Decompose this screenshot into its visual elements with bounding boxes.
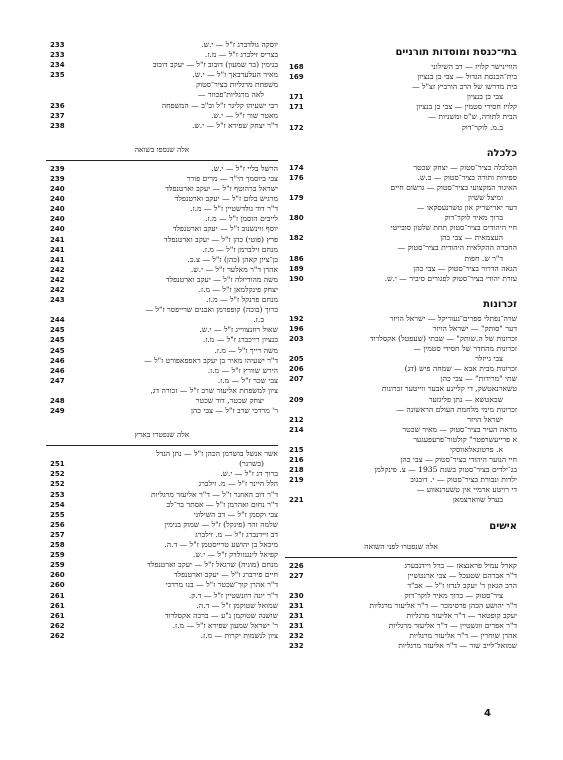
entry-page-number: 230 bbox=[289, 591, 304, 600]
index-entry bbox=[285, 243, 517, 253]
entry-title: ב.ז. bbox=[253, 315, 264, 325]
index-entry bbox=[46, 184, 278, 194]
entry-title: ד"ר דוב האוזנר ז"ל — ד"ר אליעזר מרגליות bbox=[151, 489, 278, 499]
entry-page-number: 253 bbox=[50, 490, 65, 499]
entry-page-number: 174 bbox=[289, 163, 304, 172]
index-entry bbox=[46, 111, 278, 121]
entry-page-number: 261 bbox=[50, 611, 65, 620]
entry-page-number: 251 bbox=[50, 460, 65, 469]
entry-title: דער יארישריק און טשרנעסקאו — bbox=[416, 203, 517, 213]
index-entry bbox=[46, 214, 278, 224]
index-entry bbox=[46, 80, 278, 90]
entry-title: זכרונות של ה.שותק" — שבתי (שעפטל) אקסלרוד bbox=[369, 333, 517, 343]
entry-title: אהרן שוחרין — ד"ר אליעזר מרגליות bbox=[409, 631, 517, 641]
entry-page-number: 252 bbox=[50, 480, 65, 489]
entry-page-number: 244 bbox=[50, 316, 65, 325]
divider bbox=[285, 557, 517, 558]
index-entry bbox=[285, 455, 517, 465]
entry-title: האיגוד המקצועי בציר־סטוק — גרשום חיים bbox=[390, 182, 517, 192]
index-entry bbox=[46, 40, 278, 50]
entry-title: אהרן ד"ר מאלער ז"ל — י.ש. bbox=[190, 264, 278, 274]
entry-title: יוסף ווינשנוב ז"ל — יעקב וארטנפלד bbox=[172, 224, 278, 234]
entry-title: ד"ר נחום ואהרמן ז"ל — אסתר בר־לב bbox=[166, 499, 278, 509]
entry-title: ד"ר דוד גולדשטיין ז"ל — מ.ז. bbox=[190, 204, 278, 214]
entry-page-number: 257 bbox=[50, 530, 65, 539]
entry-title: מראה העיר בציר־סטוק — מאיר שכטר bbox=[402, 424, 517, 434]
entry-title: זכרונות מבית אבא — שמחה פיש (דג) bbox=[404, 364, 517, 374]
entry-title: החברה ההקלאית היהודית בציר־סטוק — bbox=[397, 243, 517, 253]
index-entry bbox=[46, 530, 278, 540]
divider bbox=[46, 445, 278, 446]
index-entry bbox=[46, 621, 278, 631]
entry-page-number: 254 bbox=[50, 500, 65, 509]
index-entry bbox=[46, 194, 278, 204]
entry-page-number: 189 bbox=[289, 264, 304, 273]
entry-page-number: 168 bbox=[289, 63, 304, 71]
entry-title: משה רייך ז"ל — מ.ז. bbox=[214, 345, 278, 355]
entry-title: בנימין (בר שמעון) דובוב ז"ל — יעקב דובוב bbox=[152, 60, 278, 70]
index-entry bbox=[46, 611, 278, 621]
index-entry bbox=[46, 70, 278, 80]
index-entry bbox=[285, 213, 517, 223]
entry-title: ב.מ. לוקר־דוק bbox=[461, 122, 503, 132]
entry-title: (בשרנר) bbox=[239, 459, 264, 469]
index-entry bbox=[285, 254, 517, 264]
entry-title: שושנה שטוקמן נ"ע — ברכה אקסלרוד bbox=[164, 610, 278, 620]
entry-page-number: 246 bbox=[50, 366, 65, 375]
entry-title: לייבים הוסמן ז"ל — מ.ז. bbox=[205, 214, 278, 224]
entry-title: שכאטשא — נתן פליגזער bbox=[428, 394, 503, 404]
entry-page-number: 218 bbox=[289, 466, 304, 475]
index-entry bbox=[285, 82, 517, 92]
entry-page-number: 260 bbox=[50, 571, 65, 580]
entry-title: ד"ר ישעיהו מאיר בן יעקב ראפפאפורט ז"ל — bbox=[144, 355, 278, 365]
index-entry bbox=[46, 315, 278, 325]
index-entry bbox=[285, 425, 517, 435]
entry-title: מנחם (מוניה) שרגאל ז"ל — יעקב וארטנפלד bbox=[147, 560, 278, 570]
entry-title: חיי היהודים בציר־סטוק תחת שלטון סובייטי bbox=[390, 223, 517, 233]
entry-title: מנחם פרנקל ז"ל — מ.ז. bbox=[206, 295, 278, 305]
index-entry bbox=[285, 203, 517, 213]
index-entry bbox=[46, 631, 278, 641]
index-entry bbox=[285, 611, 517, 621]
entry-title: בית מדרשו של הרב הורביץ זצ"ל — bbox=[411, 82, 517, 92]
entry-title: ברוך (בוכה) קופפרמן ואבנים שרייפסר ז"ל — bbox=[145, 305, 278, 315]
entry-page-number: 236 bbox=[50, 101, 65, 110]
index-entry bbox=[46, 265, 278, 275]
entry-title: ישראל ברהוטף ז"ל — יעקב וארטנפלד bbox=[165, 184, 278, 194]
index-entry bbox=[46, 255, 278, 265]
index-entry bbox=[46, 325, 278, 335]
entry-page-number: 231 bbox=[289, 622, 304, 631]
index-entry bbox=[285, 384, 517, 394]
index-entry bbox=[46, 580, 278, 590]
index-entry bbox=[46, 60, 278, 70]
entry-page-number: 171 bbox=[289, 103, 304, 112]
entry-title: לאה מרגליות־פכוזר — bbox=[197, 90, 264, 100]
entry-title: מיכאל בן יהושע טרייסטמן ז"ל — ד.ה. bbox=[164, 540, 278, 550]
entry-page-number: 240 bbox=[50, 225, 65, 234]
entry-title: הירש שוורץ ז"ל — מ.ז. bbox=[207, 365, 278, 375]
index-entry bbox=[285, 62, 517, 72]
entry-page-number: 259 bbox=[50, 561, 65, 570]
entry-page-number: 171 bbox=[289, 93, 304, 102]
entry-page-number: 233 bbox=[50, 41, 65, 49]
entry-title: ד"ר ש. חפות bbox=[464, 253, 503, 263]
entry-title: בערל שווארצמאן bbox=[452, 495, 503, 505]
index-entry bbox=[285, 233, 517, 243]
index-entry bbox=[46, 591, 278, 601]
index-entry bbox=[285, 561, 517, 571]
index-entry bbox=[285, 495, 517, 505]
section-title: זכרונות bbox=[483, 298, 517, 310]
entry-title: ציון לנשמות יקרות — מ.ז. bbox=[200, 630, 278, 640]
index-entry bbox=[46, 346, 278, 356]
index-entry bbox=[46, 235, 278, 245]
entry-title: א פרייעשרפטר" קולטור־פרעפעגער bbox=[413, 434, 517, 444]
entry-title: פרץ (פוטי) כהן ז"ל — יעקב וארטנפלד bbox=[164, 234, 278, 244]
entry-page-number: 227 bbox=[289, 571, 304, 580]
entry-page-number: 240 bbox=[50, 215, 65, 224]
entry-page-number: 176 bbox=[289, 173, 304, 182]
index-entry bbox=[285, 344, 517, 354]
entry-page-number: 240 bbox=[50, 205, 65, 214]
entry-title: יצחק שכטר, דוד שכטר bbox=[195, 396, 264, 405]
entry-title: מאיר העלערבאך ז"ל — י.ש. bbox=[192, 70, 278, 80]
section-title: בתי־כנסת ומוסדות תורניים bbox=[395, 47, 517, 58]
index-entry bbox=[46, 510, 278, 520]
index-entry bbox=[46, 601, 278, 611]
entry-page-number: 240 bbox=[50, 195, 65, 204]
index-entry bbox=[285, 112, 517, 122]
entry-title: משפחת מרגליות בציר־סטוק bbox=[196, 80, 278, 90]
index-entry bbox=[285, 621, 517, 631]
index-entry bbox=[285, 223, 517, 233]
entry-title: הבית לתורה, ש"ס ומשניות — bbox=[428, 112, 517, 122]
index-entry bbox=[285, 364, 517, 374]
index-entry bbox=[285, 72, 517, 82]
entry-title: העצמאית — צבי כהן bbox=[440, 233, 503, 243]
left-column bbox=[46, 40, 278, 641]
index-entry bbox=[285, 334, 517, 344]
entry-page-number: 247 bbox=[50, 376, 65, 385]
entry-title: ברוך מאיר לוקר־דוק bbox=[444, 213, 503, 223]
index-entry bbox=[285, 445, 517, 455]
entry-page-number: 231 bbox=[289, 601, 304, 610]
index-entry bbox=[46, 396, 278, 406]
index-entry bbox=[285, 314, 517, 324]
entry-page-number: 241 bbox=[50, 245, 65, 254]
index-entry bbox=[285, 571, 517, 581]
index-entry bbox=[285, 581, 517, 591]
index-entry bbox=[46, 479, 278, 489]
entry-title: די רויטע ארמיי אין טשערנאווע — bbox=[416, 485, 517, 495]
entry-title: בג־ילדים בציר־סטוק בשנת 1935 — צ. פינקלמן bbox=[374, 465, 517, 475]
index-entry bbox=[285, 435, 517, 445]
entry-title: מאטר שור ז"ל — י.ש. bbox=[210, 110, 278, 120]
group-subtitle: אלה שנפטרו בארץ bbox=[134, 430, 190, 440]
index-entry bbox=[46, 245, 278, 255]
entry-title: ציון למשפחת אליעזר שרב ז"ל — זכורה דג, bbox=[150, 385, 278, 395]
entry-page-number: 255 bbox=[50, 510, 65, 519]
index-entry bbox=[46, 224, 278, 234]
index-entry bbox=[285, 641, 517, 651]
entry-page-number: 221 bbox=[289, 496, 304, 505]
entry-title: ומיצל ששיון bbox=[467, 192, 503, 202]
entry-page-number: 240 bbox=[50, 185, 65, 194]
index-entry bbox=[46, 449, 278, 459]
entry-page-number: 172 bbox=[289, 123, 304, 132]
index-entry bbox=[285, 102, 517, 112]
index-entry bbox=[285, 601, 517, 611]
entry-page-number: 219 bbox=[289, 476, 304, 485]
entry-page-number: 260 bbox=[50, 581, 65, 590]
index-entry bbox=[46, 406, 278, 416]
entry-title: דער "סותק" — ישראל הויזר bbox=[432, 323, 517, 333]
entry-title: יצחק פינקלמאן ז"ל — מ.ז. bbox=[198, 284, 278, 294]
entry-page-number: 215 bbox=[289, 446, 304, 454]
entry-page-number: 261 bbox=[50, 601, 65, 610]
entry-title: עזרת יהודי בציר־סטוק לפגורים סיביר — י.ש. bbox=[384, 273, 517, 283]
entry-title: שלמה זהר (פינקל) ז"ל — שמוק בנימין bbox=[164, 519, 278, 529]
entry-page-number: 179 bbox=[289, 193, 304, 202]
entry-title: צבי גייזלר bbox=[475, 354, 503, 364]
index-entry bbox=[285, 193, 517, 203]
entry-page-number: 232 bbox=[289, 632, 304, 641]
entry-page-number: 242 bbox=[50, 285, 65, 294]
index-entry bbox=[285, 485, 517, 495]
section-title: אישים bbox=[489, 520, 517, 532]
index-entry bbox=[46, 285, 278, 295]
index-entry bbox=[285, 405, 517, 415]
entry-title: בן־ציון קאהן (כהן) ז"ל — צ.כ. bbox=[187, 254, 278, 264]
index-entry bbox=[46, 356, 278, 366]
index-entry bbox=[285, 395, 517, 405]
entry-title: ד"ר יונה רוזנשטיין ז"ל — ד.ק. bbox=[188, 590, 278, 600]
entry-title: צבי שכר ז"ל — מ.ז. bbox=[217, 375, 278, 385]
section-subtitle: אלה שנפטרו לפני השואה bbox=[364, 541, 438, 551]
index-entry bbox=[285, 163, 517, 173]
entry-page-number: 241 bbox=[50, 255, 65, 264]
index-entry bbox=[285, 274, 517, 284]
entry-page-number: 196 bbox=[289, 324, 304, 333]
entry-page-number: 258 bbox=[50, 541, 65, 550]
index-entry bbox=[46, 560, 278, 570]
index-entry bbox=[285, 324, 517, 334]
entry-title: הוויינישר קלויז — דב השילוני bbox=[431, 62, 517, 71]
entry-title: ר' ישראל שמעון שפירא ז"ל — מ.ז. bbox=[172, 620, 278, 630]
index-entry bbox=[46, 490, 278, 500]
index-entry bbox=[46, 204, 278, 214]
entry-title: שמואל שטוקמן ז"ל — ד.ה. bbox=[196, 600, 278, 610]
entry-title: טשארנאטשק, די קליינע אבער ווייטער זכרונות bbox=[381, 384, 517, 394]
entry-title: ישראל הויזר bbox=[467, 414, 503, 424]
entry-page-number: 212 bbox=[289, 415, 304, 424]
index-entry bbox=[285, 415, 517, 425]
entry-page-number: 256 bbox=[50, 520, 65, 529]
entry-title: זכרונות מימי מלחמת העולם הראשונה — bbox=[396, 404, 517, 414]
entry-page-number: 206 bbox=[289, 365, 304, 374]
index-entry bbox=[285, 183, 517, 193]
index-entry bbox=[46, 305, 278, 315]
entry-title: חיים פירברג ז"ל — יעקב וארטנפלד bbox=[173, 570, 278, 580]
index-entry bbox=[285, 354, 517, 364]
entry-title: אשר אנשל בושרמן הכהן ז"ל — נתן הנדל bbox=[156, 449, 278, 459]
index-entry bbox=[46, 275, 278, 285]
entry-title: הגאה הדרור בציר־סטוק — צבי כהן bbox=[413, 263, 517, 273]
index-entry bbox=[46, 376, 278, 386]
entry-page-number: 234 bbox=[50, 61, 65, 70]
entry-title: שמואל־לייב שור — ד"ר אליעזר מרגליות bbox=[398, 641, 517, 651]
entry-page-number: 259 bbox=[50, 551, 65, 560]
entry-page-number: 232 bbox=[289, 642, 304, 651]
entry-title: ילדות ונבורת בציר־סטוק — י. דובנוב bbox=[410, 475, 517, 485]
index-entry bbox=[285, 465, 517, 475]
index-entry bbox=[46, 90, 278, 100]
entry-title: הרשל בליי ז"ל — י.ש. bbox=[211, 163, 278, 173]
entry-title: דב זיידנברג ז"ל — מ. זילברג bbox=[195, 529, 278, 539]
entry-page-number: 242 bbox=[50, 275, 65, 284]
entry-page-number: 238 bbox=[50, 121, 65, 130]
entry-title: שרה־נפתלי ספרים־נעוריקל — ישראל הויזר bbox=[389, 313, 517, 323]
entry-page-number: 182 bbox=[289, 234, 304, 243]
entry-page-number: 243 bbox=[50, 296, 65, 305]
entry-title: קלויז חסידי סטמין — צבי בן בנציון bbox=[416, 102, 517, 112]
index-entry bbox=[46, 366, 278, 376]
right-column bbox=[285, 40, 517, 651]
entry-title: חיי הנוער היהודי בציר־סטוק — צבי כהן bbox=[400, 455, 517, 465]
entry-page-number: 245 bbox=[50, 336, 65, 345]
divider bbox=[46, 160, 278, 161]
index-entry bbox=[46, 520, 278, 530]
entry-page-number: 231 bbox=[289, 612, 304, 621]
index-entry bbox=[46, 540, 278, 550]
index-entry bbox=[46, 469, 278, 479]
entry-title: ד"ר אברהם שטעכל — צבי ארנטשיין bbox=[407, 570, 517, 580]
entry-page-number: 207 bbox=[289, 375, 304, 384]
index-entry bbox=[46, 50, 278, 60]
entry-title: שאול רוזנצווייג ז"ל — י.ש. bbox=[199, 325, 278, 335]
entry-page-number: 241 bbox=[50, 235, 65, 244]
index-entry bbox=[285, 123, 517, 133]
entry-title: קארל עמיל פראנצאז — ברל ויידנבערג bbox=[404, 560, 517, 570]
entry-page-number: 226 bbox=[289, 561, 304, 570]
entry-title: ר' מרדכי שרב ז"ל — צבי כהן bbox=[190, 406, 278, 416]
entry-page-number: 190 bbox=[289, 274, 304, 283]
entry-title: צבי בן בנציון bbox=[466, 92, 503, 102]
group-subtitle: אלה שנספו בשואה bbox=[134, 144, 190, 154]
entry-title: בצריס זילברג ז"ל — מ.ז. bbox=[204, 50, 278, 60]
entry-page-number: 203 bbox=[289, 334, 304, 343]
entry-page-number: 209 bbox=[289, 395, 304, 404]
index-entry bbox=[46, 386, 278, 396]
entry-title: מנחם זילברמן ז"ל — מ.ז. bbox=[202, 244, 278, 254]
entry-title: רבי ישעיהו קליגר ז"ל וב"ב — המשפחה bbox=[161, 100, 278, 110]
entry-page-number: 235 bbox=[50, 71, 65, 80]
index-entry bbox=[285, 92, 517, 102]
entry-title: ד"ר יהושע הכהן פרסימכר — ד"ר אליעזר מרגליות bbox=[369, 600, 517, 610]
entry-page-number: 192 bbox=[289, 314, 304, 323]
entry-page-number: 246 bbox=[50, 356, 65, 365]
entry-title: קפיאל לינגנזולדק ז"ל — י.ש. bbox=[192, 550, 278, 560]
entry-title: ד"ר אהרן קוך־שכטר ז"ל — בנו מרדכי bbox=[165, 580, 278, 590]
index-entry bbox=[46, 101, 278, 111]
entry-title: ברוך דג ז"ל — י.ש. bbox=[220, 469, 278, 479]
entry-page-number: 216 bbox=[289, 456, 304, 465]
entry-title: זכרונות מהחדר של חסידי סטמין — bbox=[413, 344, 517, 354]
index-entry bbox=[46, 164, 278, 174]
entry-page-number: 169 bbox=[289, 73, 304, 82]
entry-page-number: 239 bbox=[50, 164, 65, 173]
entry-page-number: 233 bbox=[50, 51, 65, 60]
section-title: כלכלה bbox=[486, 147, 517, 159]
entry-title: הלל היינר ז"ל — מ. זילברג bbox=[198, 479, 278, 489]
entry-title: א. פרטוגאלאווסקי bbox=[449, 445, 503, 454]
index-entry bbox=[285, 173, 517, 183]
index-entry bbox=[285, 591, 517, 601]
entry-page-number: 205 bbox=[289, 355, 304, 364]
entry-title: ד"ר אפרים ווגשטיין — ד"ר אליעזר מרגליות bbox=[388, 621, 517, 631]
entry-title: שתי "מרידות" — צבי כהן bbox=[440, 374, 517, 384]
entry-title: צבי ביוסמך הי"ד — מרים פורר bbox=[186, 173, 278, 183]
index-entry bbox=[46, 500, 278, 510]
page-number: 4 bbox=[484, 708, 491, 719]
entry-page-number: 262 bbox=[50, 631, 65, 640]
index-entry bbox=[46, 174, 278, 184]
entry-page-number: 180 bbox=[289, 214, 304, 223]
entry-page-number: 262 bbox=[50, 621, 65, 630]
index-entry bbox=[46, 295, 278, 305]
index-entry bbox=[46, 570, 278, 580]
index-entry bbox=[46, 121, 278, 131]
index-entry bbox=[285, 631, 517, 641]
entry-title: יעקב קופטאר — ד"ר אליעזר מרגליות bbox=[406, 611, 517, 621]
entry-page-number: 237 bbox=[50, 111, 65, 120]
index-entry bbox=[46, 335, 278, 345]
entry-title: הרב הגאון ר' יעקב לנדזו ז"ל — אב"ד bbox=[407, 580, 517, 590]
entry-page-number: 248 bbox=[50, 397, 65, 405]
index-entry bbox=[285, 374, 517, 384]
entry-page-number: 214 bbox=[289, 425, 304, 434]
entry-page-number: 245 bbox=[50, 326, 65, 335]
entry-page-number: 242 bbox=[50, 265, 65, 274]
entry-title: הכלכלה בציר־סטוק — יצחק שכטר bbox=[413, 162, 517, 172]
index-entry bbox=[46, 550, 278, 560]
entry-page-number: 261 bbox=[50, 591, 65, 600]
entry-title: צבי וקסמן ז"ל — דב השילוני bbox=[193, 509, 278, 519]
entry-title: בנציון רייכברג ז"ל — מ.ז. bbox=[202, 335, 278, 345]
index-entry bbox=[285, 264, 517, 274]
index-entry bbox=[46, 459, 278, 469]
entry-title: יוסקה גולדברג ז"ל — י.ש. bbox=[201, 40, 278, 49]
entry-page-number: 186 bbox=[289, 254, 304, 263]
entry-title: מרגיש בלום ז"ל — יעקב וארטנפלד bbox=[174, 194, 278, 204]
entry-page-number: 249 bbox=[50, 407, 65, 416]
entry-title: ד"ר יצחק שפירא ז"ל — י.ש. bbox=[191, 120, 278, 130]
entry-title: ציר־סטוק — ברוך מאיר לוקר־דוק bbox=[404, 590, 503, 600]
entry-page-number: 252 bbox=[50, 470, 65, 479]
entry-page-number: 245 bbox=[50, 346, 65, 355]
entry-title: ספירות ותורה בציר־סטוק — ב.ש. bbox=[417, 172, 517, 182]
index-entry bbox=[285, 475, 517, 485]
entry-title: משה מהודיזלה ז"ל — יעקב וארטנפלד bbox=[165, 274, 278, 284]
entry-page-number: 239 bbox=[50, 174, 65, 183]
entry-title: בית־הכנסת הגדול — צבי בן בנציון bbox=[417, 72, 517, 82]
